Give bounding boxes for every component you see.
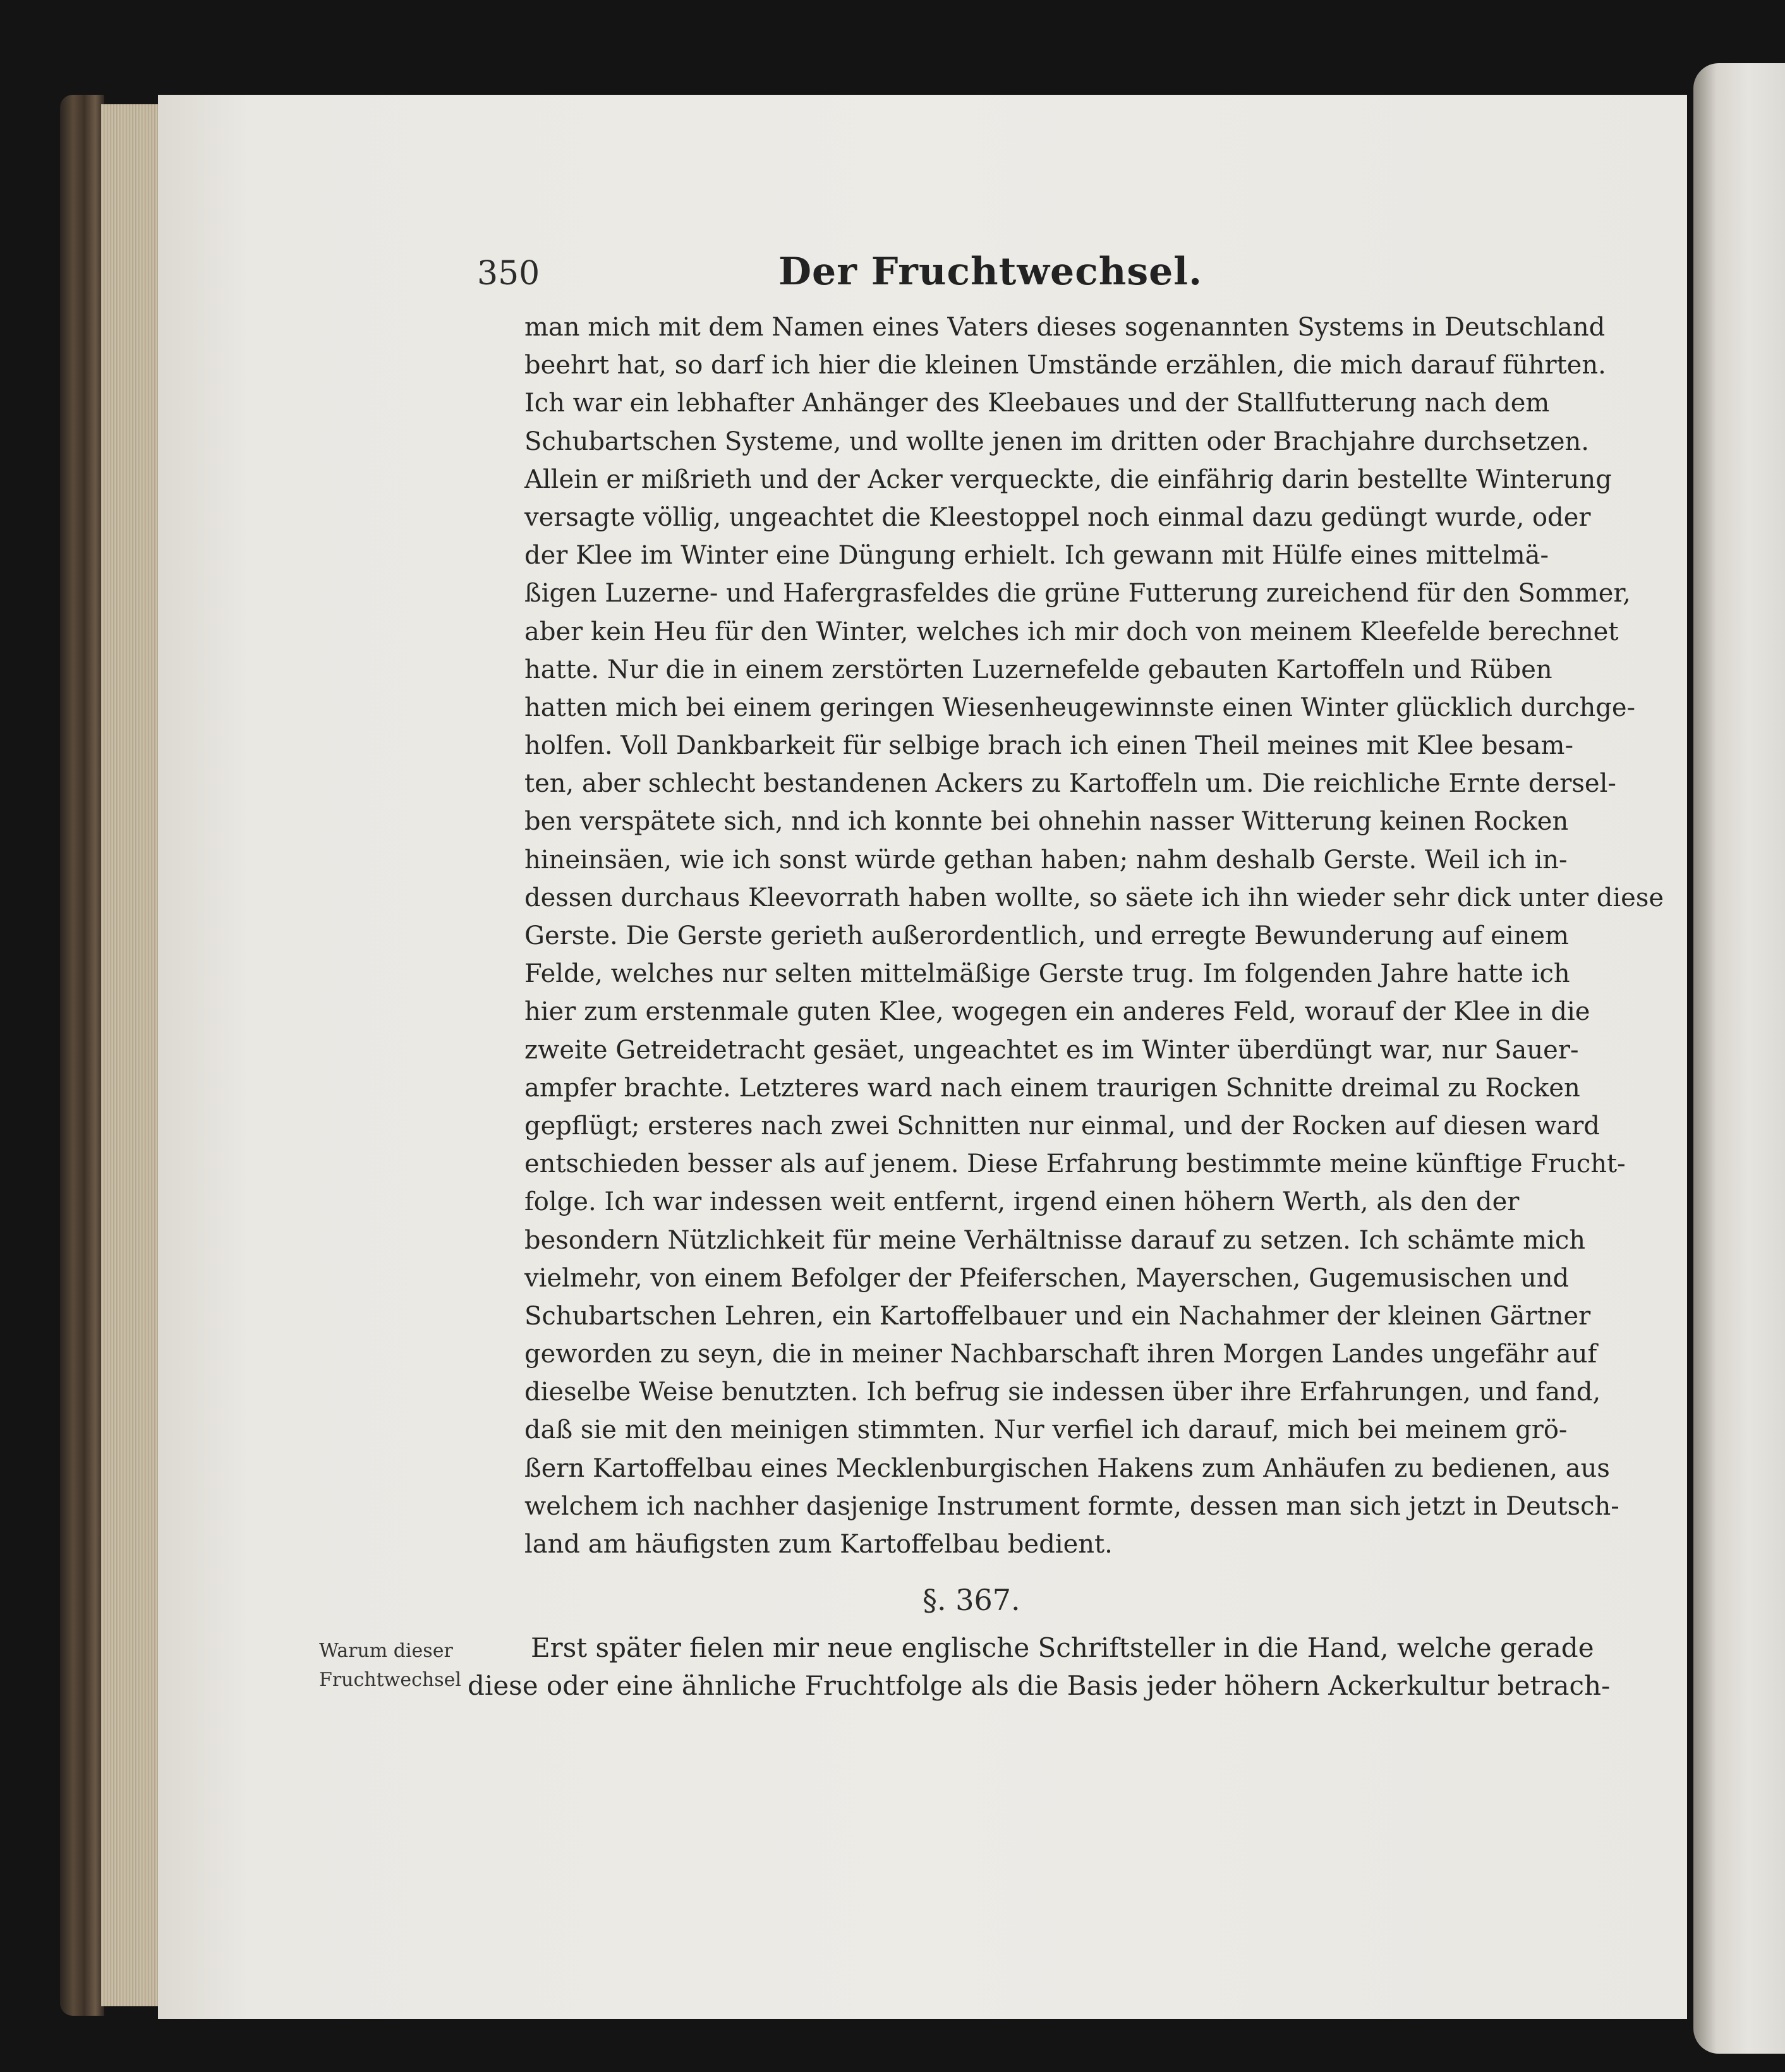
text-line: besondern Nützlichkeit für meine Verhältnisse darauf zu setzen. Ich schämte mich — [524, 1225, 1586, 1255]
text-line: dieselbe Weise benutzten. Ich befrug sie indessen über ihre Erfahrungen, und fand, — [524, 1378, 1601, 1407]
page-number: 350 — [477, 255, 540, 293]
text-line: geworden zu seyn, die in meiner Nachbarschaft ihren Morgen Landes ungefähr auf — [524, 1340, 1597, 1369]
paragraph-2 — [468, 1629, 1611, 1705]
text-line: Ich war ein lebhafter Anhänger des Kleebaues und der Stallfutterung nach dem — [524, 389, 1550, 418]
page-edges — [101, 104, 161, 2006]
text-line: holfen. Voll Dankbarkeit für selbige brach ich einen Theil meines mit Klee besam- — [524, 731, 1573, 761]
text-line: diese oder eine ähnliche Fruchtfolge als die Basis jeder höhern Ackerkultur betrach- — [468, 1670, 1611, 1701]
text-line: ßern Kartoffelbau eines Mecklenburgischen Hakens zum Anhäufen zu bedienen, aus — [524, 1453, 1610, 1483]
text-line: versagte völlig, ungeachtet die Kleestoppel noch einmal dazu gedüngt wurde, oder — [524, 502, 1591, 532]
text-line: hier zum erstenmale guten Klee, wogegen ein anderes Feld, worauf der Klee in die — [524, 997, 1590, 1027]
text-line: welchem ich nachher dasjenige Instrument formte, dessen man sich jetzt in Deutsch- — [524, 1491, 1619, 1521]
text-line: ßigen Luzerne- und Hafergrasfeldes die grüne Futterung zureichend für den Sommer, — [524, 579, 1631, 609]
text-line: hatten mich bei einem geringen Wiesenheugewinnste einen Winter glücklich durchge- — [524, 693, 1636, 722]
text-line: beehrt hat, so darf ich hier die kleinen Umstände erzählen, die mich darauf führten. — [524, 351, 1606, 380]
text-line: man mich mit dem Namen eines Vaters dieses sogenannten Systems in Deutschland — [524, 313, 1606, 342]
text-line: der Klee im Winter eine Düngung erhielt. Ich gewann mit Hülfe eines mittelmä- — [524, 541, 1549, 571]
text-line: land am häufigsten zum Kartoffelbau bedient. — [524, 1530, 1113, 1559]
text-line: Schubartschen Lehren, ein Kartoffelbauer und ein Nachahmer der kleinen Gärtner — [524, 1301, 1591, 1331]
margin-note-line: Warum dieser — [319, 1640, 453, 1662]
text-line: vielmehr, von einem Befolger der Pfeiferschen, Mayerschen, Gugemusischen und — [524, 1263, 1570, 1293]
text-line: ampfer brachte. Letzteres ward nach einem traurigen Schnitte dreimal zu Rocken — [524, 1073, 1580, 1103]
text-line: ben verspätete sich, nnd ich konnte bei ohnehin nasser Witterung keinen Rocken — [524, 807, 1569, 837]
text-line: Allein er mißrieth und der Acker verqueckte, die einfährig darin bestellte Winterung — [524, 464, 1612, 494]
text-line: folge. Ich war indessen weit entfernt, irgend einen höhern Werth, als den der — [524, 1187, 1520, 1217]
text-line: gepflügt; ersteres nach zwei Schnitten nur einmal, und der Rocken auf diesen ward — [524, 1111, 1600, 1141]
text-line: Erst später fielen mir neue englische Schriftsteller in die Hand, welche gerade — [531, 1632, 1594, 1663]
paragraph-1 — [524, 308, 1664, 1563]
margin-note-line: Fruchtwechsel — [319, 1669, 461, 1691]
section-number: §. 367. — [923, 1583, 1020, 1617]
text-line: Felde, welches nur selten mittelmäßige Gerste trug. Im folgenden Jahre hatte ich — [524, 959, 1570, 989]
book-spine — [60, 95, 104, 2016]
text-line: dessen durchaus Kleevorrath haben wollte, so säete ich ihn wieder sehr dick unter diese — [524, 883, 1664, 912]
facing-page-edge — [1693, 63, 1785, 2054]
page-title: Der Fruchtwechsel. — [778, 250, 1202, 294]
text-line: hineinsäen, wie ich sonst würde gethan haben; nahm deshalb Gerste. Weil ich in- — [524, 845, 1568, 875]
text-line: entschieden besser als auf jenem. Diese Erfahrung bestimmte meine künftige Frucht- — [524, 1149, 1626, 1179]
margin-note — [319, 1637, 461, 1695]
text-line: daß sie mit den meinigen stimmten. Nur verfiel ich darauf, mich bei meinem grö- — [524, 1415, 1568, 1445]
text-line: aber kein Heu für den Winter, welches ich mir doch von meinem Kleefelde berechnet — [524, 617, 1619, 646]
text-line: Gerste. Die Gerste gerieth außerordentlich, und erregte Bewunderung auf einem — [524, 921, 1569, 950]
text-line: ten, aber schlecht bestandenen Ackers zu Kartoffeln um. Die reichliche Ernte dersel- — [524, 769, 1616, 799]
text-line: zweite Getreidetracht gesäet, ungeachtet es im Winter überdüngt war, nur Sauer- — [524, 1035, 1579, 1065]
text-line: Schubartschen Systeme, und wollte jenen im dritten oder Brachjahre durchsetzen. — [524, 427, 1589, 456]
running-head — [477, 250, 1504, 300]
text-line: hatte. Nur die in einem zerstörten Luzernefelde gebauten Kartoffeln und Rüben — [524, 655, 1552, 684]
